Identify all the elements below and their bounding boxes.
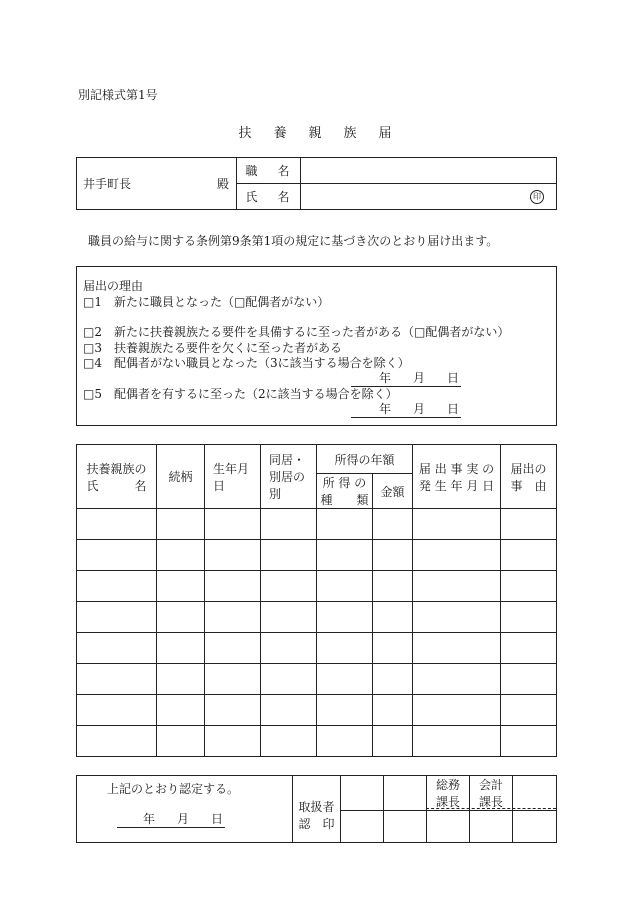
certification-date[interactable]: 年 月 日 [117,810,225,828]
name-field[interactable] [301,184,557,210]
name-label: 氏 名 [237,184,301,210]
table-row [77,664,557,695]
table-row [77,726,557,757]
col-relationship: 続柄 [157,445,205,509]
table-row [77,509,557,540]
seal-box-2[interactable] [384,776,427,811]
seal-box-1[interactable] [341,776,384,811]
reason-item-1[interactable]: □1 新たに職員となった（□配偶者がない） [83,295,330,309]
dependents-table [76,444,557,757]
intro-statement: 職員の給与に関する条例第9条第1項の規定に基づき次のとおり届け出ます。 [88,234,499,248]
title-char: 届 [378,126,392,141]
table-row [77,571,557,602]
reason-item-4[interactable]: □4 配偶者がない職員となった（3に該当する場合を除く） [83,356,410,370]
reason-4-date[interactable]: 年 月 日 [351,369,461,387]
seal-box-3[interactable] [513,776,557,811]
accounting-seal[interactable] [470,811,513,843]
table-row [77,695,557,726]
seal-icon: 印 [530,190,544,204]
table-row [77,633,557,664]
handler-seal-label: 取扱者 認 印 [293,776,341,843]
recipient-cell [77,158,237,210]
table-row [77,602,557,633]
title-char: 親 [308,126,322,141]
recipient: 井手町長 [83,177,132,191]
certification-table [76,775,557,843]
seal-box-5[interactable] [384,811,427,843]
col-reason: 届出の 事 由 [501,445,557,509]
col-dependent-name: 扶養親族の 氏 名 [77,445,157,509]
certification-statement-cell [77,776,293,843]
col-cohabitation: 同居・ 別居の 別 [261,445,317,509]
job-title-field[interactable] [301,158,557,184]
applicant-table [76,157,557,210]
seal-box-4[interactable] [341,811,384,843]
document-title [0,122,630,141]
col-income-type: 所 得 の 種 類 [317,474,373,509]
col-fact-date: 届 出 事 実 の 発 生 年 月 日 [413,445,501,509]
reason-item-5[interactable]: □5 配偶者を有するに至った（2に該当する場合を除く） [83,387,398,401]
general-affairs-chief-label: 総務 課長 [427,776,470,811]
reason-heading: 届出の理由 [83,279,144,293]
honorific: 殿 [216,177,229,191]
col-amount: 金額 [373,474,413,509]
accounting-chief-label: 会計 課長 [470,776,513,811]
reason-box [76,266,557,426]
job-title-label: 職 名 [237,158,301,184]
col-birth-date: 生年月 日 [205,445,261,509]
certification-statement: 上記のとおり認定する。 [107,782,240,796]
reason-item-2[interactable]: □2 新たに扶養親族たる要件を具備するに至った者がある（□配偶者がない） [83,325,510,339]
form-number: 別記様式第1号 [78,88,158,102]
general-affairs-seal[interactable] [427,811,470,843]
title-char: 養 [273,126,287,141]
table-row [77,540,557,571]
seal-box-6[interactable] [513,811,557,843]
col-annual-income: 所得の年額 [317,445,413,474]
title-char: 扶 [238,126,252,141]
title-char: 族 [343,126,357,141]
reason-5-date[interactable]: 年 月 日 [351,400,461,418]
dashed-divider [426,808,556,809]
reason-item-3[interactable]: □3 扶養親族たる要件を欠くに至った者がある [83,341,342,355]
